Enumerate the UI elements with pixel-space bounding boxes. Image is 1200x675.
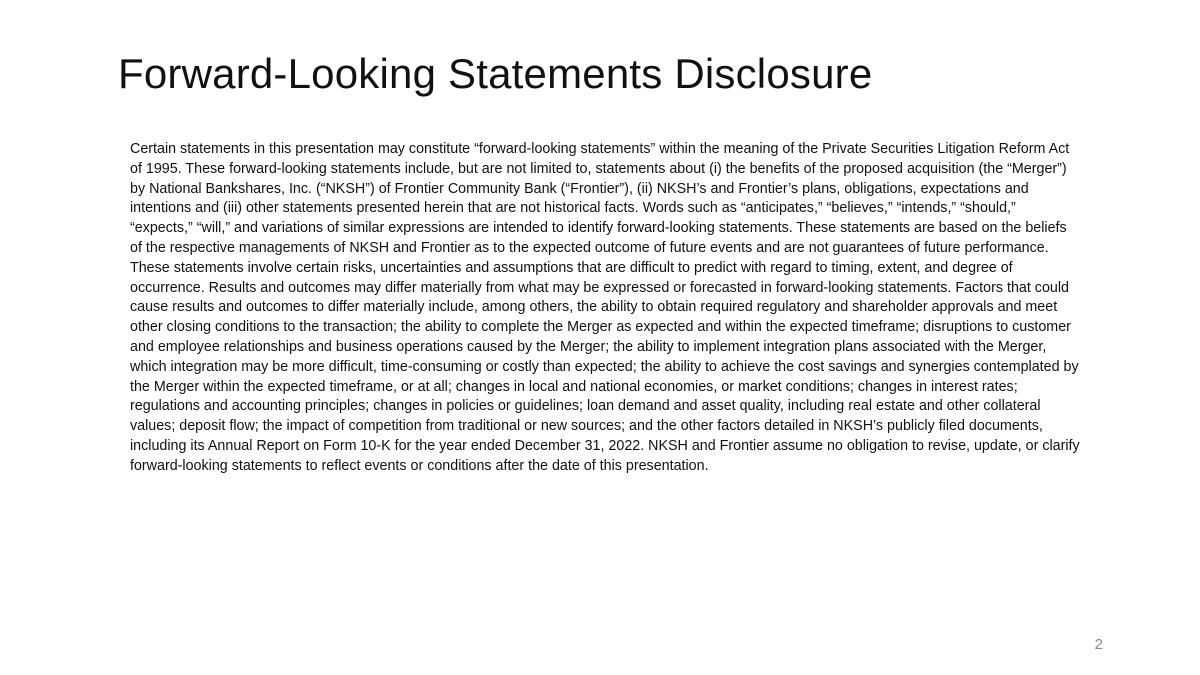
disclosure-body-text: Certain statements in this presentation may constitute “forward-looking statements” within the meaning of the Private Securities Litigation Reform Act of 1995. These forward-looking statements include, but are not limited to, statements about (i) the benefits of the proposed acquisition (the “Merger”) by National Bankshares, Inc. (“NKSH”) of Frontier Community Bank (“Frontier”), (ii) NKSH’s and Frontier’s plans, obligations, expectations and intentions and (iii) other statements presented herein that are not historical facts. Words such as “anticipates,” “believes,” “intends,” “should,” “expects,” “will,” and variations of similar expressions are intended to identify forward-looking statements. These statements are based on the beliefs of the respective managements of NKSH and Frontier as to the expected outcome of future events and are not guarantees of future performance. These statements involve certain risks, uncertainties and assumptions that are difficult to predict with regard to timing, extent, and degree of occurrence. Results and outcomes may differ materially from what may be expressed or forecasted in forward-looking statements. Factors that could cause results and outcomes to differ materially include, among others, the ability to obtain required regulatory and shareholder approvals and meet other closing conditions to the transaction; the ability to complete the Merger as expected and within the expected timeframe; disruptions to customer and employee relationships and business operations caused by the Merger; the ability to implement integration plans associated with the Merger, which integration may be more difficult, time-consuming or costly than expected; the ability to achieve the cost savings and synergies contemplated by the Merger within the expected timeframe, or at all; changes in local and national economies, or market conditions; changes in interest rates; regulations and accounting principles; changes in policies or guidelines; loan demand and asset quality, including real estate and other collateral values; deposit flow; the impact of competition from traditional or new sources; and the other factors detailed in NKSH’s publicly filed documents, including its Annual Report on Form 10-K for the year ended December 31, 2022. NKSH and Frontier assume no obligation to revise, update, or clarify forward-looking statements to reflect events or conditions after the date of this presentation. [130,141,1080,474]
slide-title: Forward-Looking Statements Disclosure [118,50,873,97]
page-number: 2 [1094,636,1103,653]
